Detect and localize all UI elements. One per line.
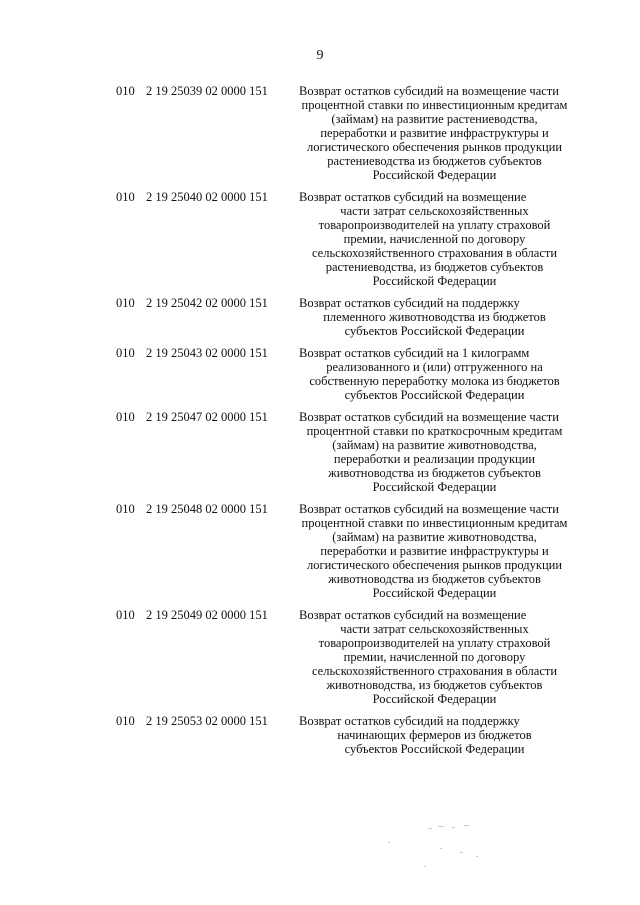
entry-description xyxy=(299,84,584,182)
description-line: Возврат остатков субсидий на 1 килограмм xyxy=(299,346,530,360)
page-number: 9 xyxy=(316,48,324,63)
description-line: Возврат остатков субсидий на возмещение части xyxy=(299,502,559,516)
description-line: логистического обеспечения рынков продукции xyxy=(306,558,563,572)
description-line: части затрат сельскохозяйственных xyxy=(340,622,529,636)
description-line: товаропроизводителей на уплату страховой xyxy=(318,218,551,232)
description-line: (займам) на развитие животноводства, xyxy=(332,530,537,544)
list-item xyxy=(0,190,640,288)
entry-description xyxy=(299,502,584,600)
description-line: Российской Федерации xyxy=(372,274,497,288)
description-line: животноводства из бюджетов субъектов xyxy=(328,572,541,586)
description-line: собственную переработку молока из бюджетов xyxy=(309,374,560,388)
admin-code: 010 xyxy=(116,714,135,728)
description-line: субъектов Российской Федерации xyxy=(344,388,525,402)
list-item xyxy=(0,410,640,494)
description-line: реализованного и (или) отгруженного на xyxy=(326,360,543,374)
description-line: Возврат остатков субсидий на возмещение части xyxy=(299,410,559,424)
description-line: Российской Федерации xyxy=(372,168,497,182)
budget-classification-code: 2 19 25053 02 0000 151 xyxy=(146,714,268,728)
list-item xyxy=(0,296,640,338)
list-item xyxy=(0,346,640,402)
entry-description xyxy=(299,190,584,288)
description-line: переработки и развитие инфраструктуры и xyxy=(320,126,549,140)
description-line: процентной ставки по инвестиционным кредитам xyxy=(301,516,568,530)
entry-description xyxy=(299,410,584,494)
budget-classification-code: 2 19 25039 02 0000 151 xyxy=(146,84,268,98)
description-line: премии, начисленной по договору xyxy=(343,232,526,246)
description-line: части затрат сельскохозяйственных xyxy=(340,204,529,218)
budget-code-list xyxy=(0,84,640,764)
description-line: процентной ставки по инвестиционным кредитам xyxy=(301,98,568,112)
list-item xyxy=(0,502,640,600)
description-line: животноводства, из бюджетов субъектов xyxy=(326,678,543,692)
description-line: логистического обеспечения рынков продукции xyxy=(306,140,563,154)
description-line: товаропроизводителей на уплату страховой xyxy=(318,636,551,650)
description-line: процентной ставки по краткосрочным кредитам xyxy=(306,424,563,438)
description-line: животноводства из бюджетов субъектов xyxy=(328,466,541,480)
description-line: растениеводства из бюджетов субъектов xyxy=(327,154,542,168)
description-line: племенного животноводства из бюджетов xyxy=(323,310,546,324)
entry-description xyxy=(299,714,584,756)
entry-description xyxy=(299,296,584,338)
budget-classification-code: 2 19 25042 02 0000 151 xyxy=(146,296,268,310)
description-line: Российской Федерации xyxy=(372,586,497,600)
description-line: Российской Федерации xyxy=(372,480,497,494)
entry-description xyxy=(299,608,584,706)
description-line: переработки и реализации продукции xyxy=(333,452,536,466)
description-line: растениеводства, из бюджетов субъектов xyxy=(325,260,544,274)
description-line: Возврат остатков субсидий на поддержку xyxy=(299,714,520,728)
admin-code: 010 xyxy=(116,608,135,622)
description-line: премии, начисленной по договору xyxy=(343,650,526,664)
description-line: субъектов Российской Федерации xyxy=(344,742,525,756)
budget-classification-code: 2 19 25040 02 0000 151 xyxy=(146,190,268,204)
description-line: переработки и развитие инфраструктуры и xyxy=(320,544,549,558)
description-line: Возврат остатков субсидий на возмещение xyxy=(299,608,527,622)
admin-code: 010 xyxy=(116,410,135,424)
description-line: Российской Федерации xyxy=(372,692,497,706)
admin-code: 010 xyxy=(116,190,135,204)
description-line: (займам) на развитие растениеводства, xyxy=(331,112,538,126)
admin-code: 010 xyxy=(116,346,135,360)
description-line: (займам) на развитие животноводства, xyxy=(332,438,537,452)
budget-classification-code: 2 19 25048 02 0000 151 xyxy=(146,502,268,516)
admin-code: 010 xyxy=(116,84,135,98)
budget-classification-code: 2 19 25043 02 0000 151 xyxy=(146,346,268,360)
description-line: сельскохозяйственного страхования в области xyxy=(311,246,558,260)
admin-code: 010 xyxy=(116,296,135,310)
budget-classification-code: 2 19 25049 02 0000 151 xyxy=(146,608,268,622)
description-line: Возврат остатков субсидий на возмещение xyxy=(299,190,527,204)
description-line: сельскохозяйственного страхования в области xyxy=(311,664,558,678)
list-item xyxy=(0,608,640,706)
description-line: субъектов Российской Федерации xyxy=(344,324,525,338)
description-line: Возврат остатков субсидий на поддержку xyxy=(299,296,520,310)
list-item xyxy=(0,84,640,182)
description-line: начинающих фермеров из бюджетов xyxy=(337,728,532,742)
description-line: Возврат остатков субсидий на возмещение части xyxy=(299,84,559,98)
entry-description xyxy=(299,346,584,402)
budget-classification-code: 2 19 25047 02 0000 151 xyxy=(146,410,268,424)
admin-code: 010 xyxy=(116,502,135,516)
list-item xyxy=(0,714,640,756)
scan-noise xyxy=(420,818,510,878)
